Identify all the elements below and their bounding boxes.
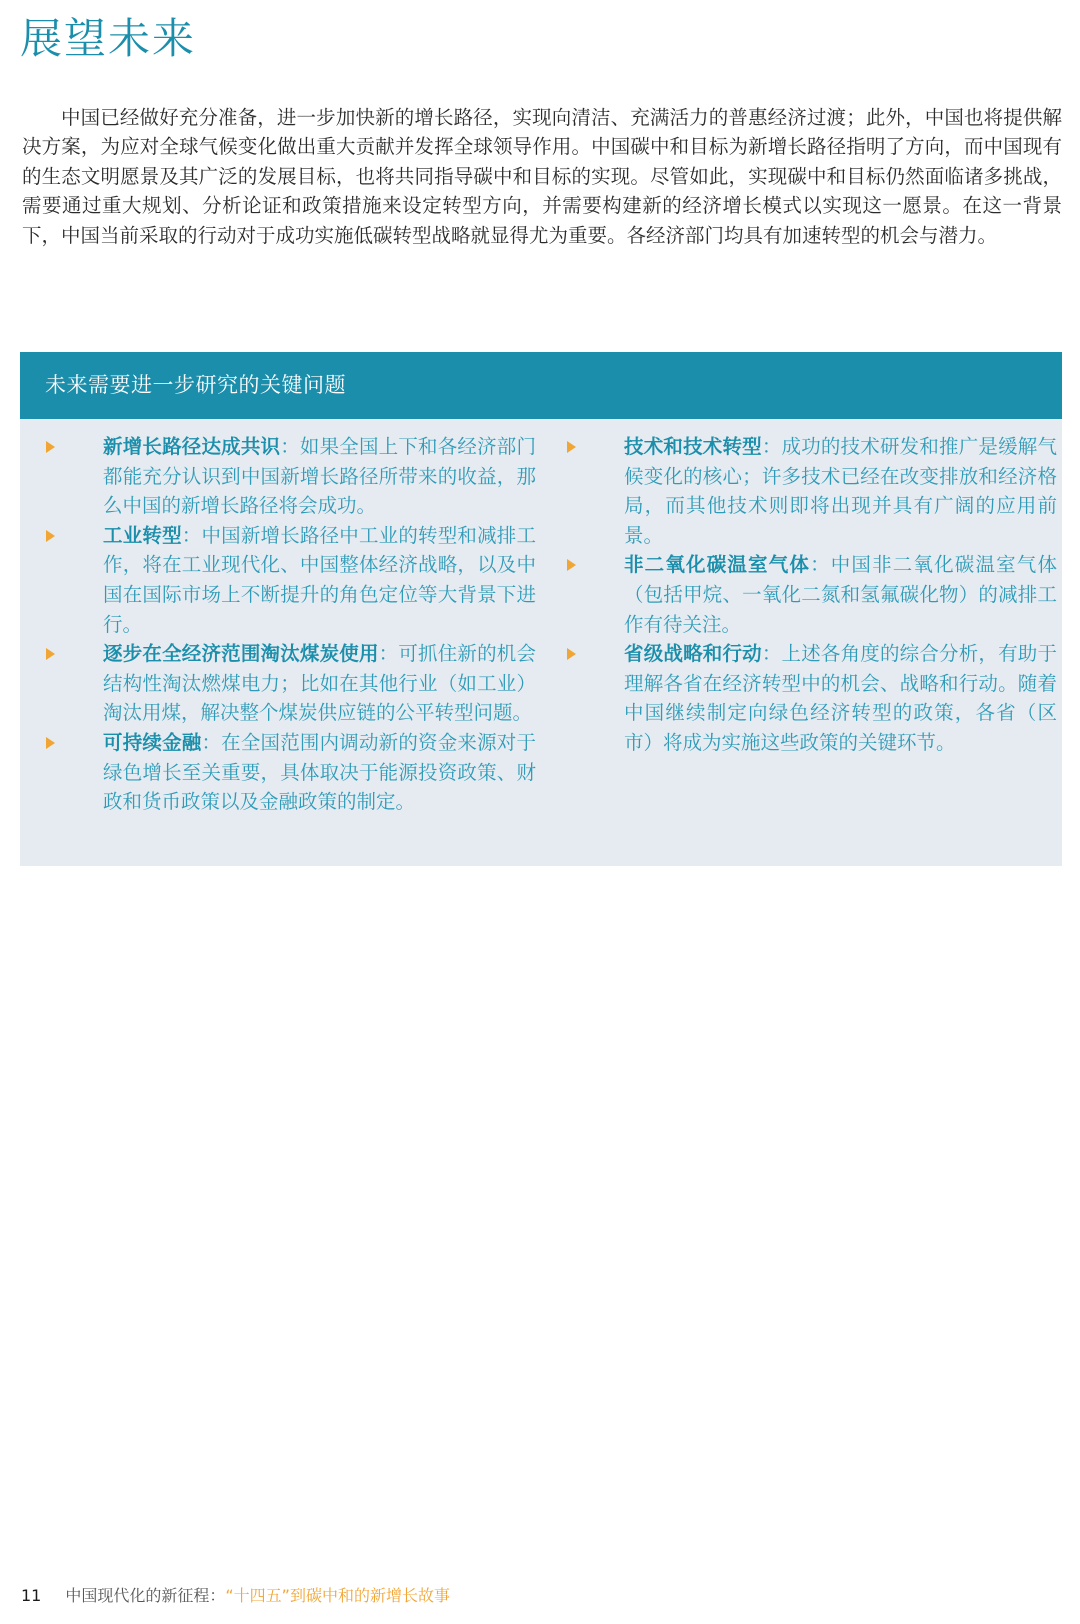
list-item xyxy=(42,432,536,521)
triangle-bullet-icon xyxy=(567,648,576,660)
list-item xyxy=(42,521,536,639)
list-item xyxy=(563,550,1057,639)
item-title: 逐步在全经济范围淘汰煤炭使用 xyxy=(103,642,379,666)
list-item xyxy=(563,432,1057,550)
item-title: 可持续金融 xyxy=(103,730,202,754)
triangle-bullet-icon xyxy=(567,559,576,571)
triangle-bullet-icon xyxy=(46,441,55,453)
item-text: ：中国新增长路径中工业的转型和减排工作，将在工业现代化、中国整体经济战略，以及中国在国际市场上不断提升的角色定位等大背景下进行。 xyxy=(103,523,536,636)
item-text: ：成功的技术研发和推广是缓解气候变化的核心；许多技术已经在改变排放和经济格局，而其他技术则即将出现并具有广阔的应用前景。 xyxy=(624,435,1057,547)
key-issues-box xyxy=(20,352,1062,866)
item-title: 技术和技术转型 xyxy=(624,435,762,458)
triangle-bullet-icon xyxy=(46,648,55,660)
list-item xyxy=(42,728,536,817)
page-title: 展望未来 xyxy=(20,14,197,63)
key-issues-header: 未来需要进一步研究的关键问题 xyxy=(20,352,1062,419)
triangle-bullet-icon xyxy=(46,737,55,749)
item-text: ：如果全国上下和各经济部门都能充分认识到中国新增长路径所带来的收益，那么中国的新增长路径将会成功。 xyxy=(103,435,536,518)
key-issues-left-column xyxy=(42,432,536,817)
list-item xyxy=(42,639,536,728)
list-item xyxy=(563,639,1057,757)
triangle-bullet-icon xyxy=(567,441,576,453)
page-number: 11 xyxy=(21,1586,42,1605)
item-title: 非二氧化碳温室气体 xyxy=(624,553,811,577)
item-title: 工业转型 xyxy=(103,523,182,547)
triangle-bullet-icon xyxy=(46,530,55,542)
item-title: 省级战略和行动 xyxy=(624,642,762,666)
footer-title-prefix: 中国现代化的新征程： xyxy=(65,1586,226,1605)
item-title: 新增长路径达成共识 xyxy=(103,435,281,458)
footer-title-highlight: “十四五”到碳中和的新增长故事 xyxy=(225,1586,450,1605)
intro-paragraph: 中国已经做好充分准备，进一步加快新的增长路径，实现向清洁、充满活力的普惠经济过渡；此外，中国也将提供解决方案，为应对全球气候变化做出重大贡献并发挥全球领导作用。中国碳中和目标为新增长路径指明了方向，而中国现有的生态文明愿景及其广泛的发展目标，也将共同指导碳中和目标的实现。尽管如此，实现碳中和目标仍然面临诸多挑战，需要通过重大规划、分析论证和政策措施来设定转型方向，并需要构建新的经济增长模式以实现这一愿景。在这一背景下，中国当前采取的行动对于成功实施低碳转型战略就显得尤为重要。各经济部门均具有加速转型的机会与潜力。 xyxy=(22,106,1062,247)
item-text: ：上述各角度的综合分析，有助于理解各省在经济转型中的机会、战略和行动。随着中国继续制定向绿色经济转型的政策，各省（区市）将成为实施这些政策的关键环节。 xyxy=(624,642,1057,754)
item-text: ：可抓住新的机会结构性淘汰燃煤电力；比如在其他行业（如工业）淘汰用煤，解决整个煤炭供应链的公平转型问题。 xyxy=(103,642,536,725)
page-footer xyxy=(21,1585,450,1607)
item-text: ：在全国范围内调动新的资金来源对于绿色增长至关重要，具体取决于能源投资政策、财政和货币政策以及金融政策的制定。 xyxy=(103,730,536,814)
item-text: ：中国非二氧化碳温室气体（包括甲烷、一氧化二氮和氢氟碳化物）的减排工作有待关注。 xyxy=(624,553,1057,636)
key-issues-right-column xyxy=(563,432,1057,758)
